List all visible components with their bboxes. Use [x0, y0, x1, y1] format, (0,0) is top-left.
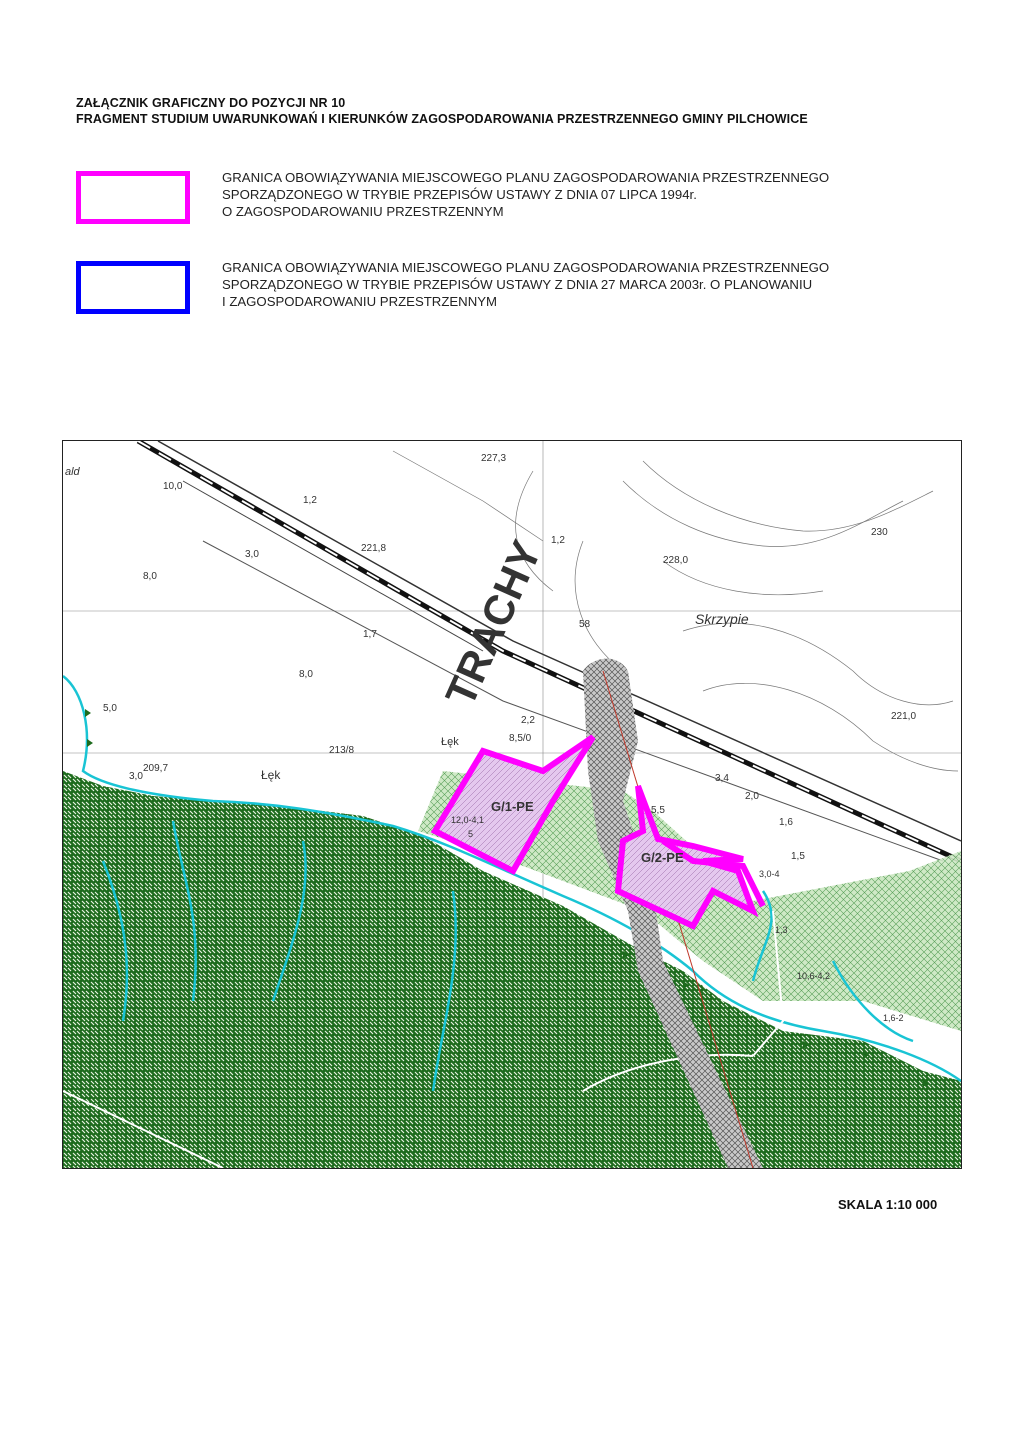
legend-item-2003	[74, 261, 974, 321]
elev-227-3: 227,3	[481, 453, 507, 464]
legend-text-1994	[222, 169, 972, 220]
val-1-7: 1,7	[363, 629, 377, 640]
legend-2003-line-2: SPORZĄDZONEGO W TRYBIE PRZEPISÓW USTAWY Z DNIA 27 MARCA 2003r. O PLANOWANIU	[222, 277, 813, 292]
val-5-0: 5,0	[103, 703, 117, 714]
name-label-lek-2: Łęk	[261, 768, 281, 782]
title-line-2: FRAGMENT STUDIUM UWARUNKOWAŃ I KIERUNKÓW ZAGOSPODAROWANIA PRZESTRZENNEGO GMINY PILCHOWICE	[76, 112, 808, 126]
val-8-0a: 8,0	[143, 571, 157, 582]
val-1-6-2: 1,6-2	[883, 1013, 904, 1023]
val-1-2a: 1,2	[303, 495, 317, 506]
elev-230: 230	[871, 527, 888, 538]
val-1-2b: 1,2	[551, 535, 565, 546]
legend-swatch-blue	[76, 261, 190, 314]
elev-228-0: 228,0	[663, 555, 689, 566]
area-label-g2-pe: G/2-PE	[641, 850, 684, 865]
val-2-2: 2,2	[521, 715, 535, 726]
legend-item-1994	[74, 171, 974, 231]
val-1-3: 1,3	[775, 925, 788, 935]
name-label-wald: ald	[65, 466, 80, 478]
map-frame	[62, 440, 962, 1169]
elev-213-8: 213/8	[329, 745, 355, 756]
val-3-0-4: 3,0-4	[759, 869, 780, 879]
val-8-5: 8,5/0	[509, 733, 532, 744]
map-scale: SKALA 1:10 000	[838, 1197, 938, 1212]
name-label-lek-1: Łęk	[441, 736, 459, 748]
val-8-0b: 8,0	[299, 669, 313, 680]
val-3-4: 3,4	[715, 773, 729, 784]
legend-1994-line-2: SPORZĄDZONEGO W TRYBIE PRZEPISÓW USTAWY Z DNIA 07 LIPCA 1994r.	[222, 187, 697, 202]
val-1-6: 1,6	[779, 817, 793, 828]
title-line-1: ZAŁĄCZNIK GRAFICZNY DO POZYCJI NR 10	[76, 96, 346, 110]
val-3-0a: 3,0	[245, 549, 259, 560]
elev-209-7: 209,7	[143, 763, 169, 774]
legend-1994-line-1: GRANICA OBOWIĄZYWANIA MIEJSCOWEGO PLANU ZAGOSPODAROWANIA PRZESTRZENNEGO	[222, 170, 830, 185]
name-label-skrzypie: Skrzypie	[695, 611, 749, 627]
legend-2003-line-3: I ZAGOSPODAROWANIU PRZESTRZENNYM	[222, 294, 497, 309]
map-canvas	[63, 441, 961, 1168]
place-label-trachy: TRACHY	[436, 533, 551, 713]
val-10-0: 10,0	[163, 481, 183, 492]
val-5: 5	[468, 829, 474, 839]
legend-1994-line-3: O ZAGOSPODAROWANIU PRZESTRZENNYM	[222, 204, 504, 219]
val-3-0b: 3,0	[129, 771, 143, 782]
legend-text-2003	[222, 259, 972, 310]
val-12-0: 12,0-4,1	[451, 815, 485, 825]
area-label-g1-pe: G/1-PE	[491, 799, 534, 814]
elev-221-0: 221,0	[891, 711, 917, 722]
val-10-6: 10,6-4,2	[797, 971, 831, 981]
val-58: 58	[579, 619, 591, 630]
title-block	[76, 95, 996, 127]
elev-221-8: 221,8	[361, 543, 387, 554]
legend-swatch-magenta	[76, 171, 190, 224]
legend-2003-line-1: GRANICA OBOWIĄZYWANIA MIEJSCOWEGO PLANU ZAGOSPODAROWANIA PRZESTRZENNEGO	[222, 260, 830, 275]
val-2-0: 2,0	[745, 791, 759, 802]
val-5-5: 5,5	[651, 805, 665, 816]
val-1-5: 1,5	[791, 851, 805, 862]
